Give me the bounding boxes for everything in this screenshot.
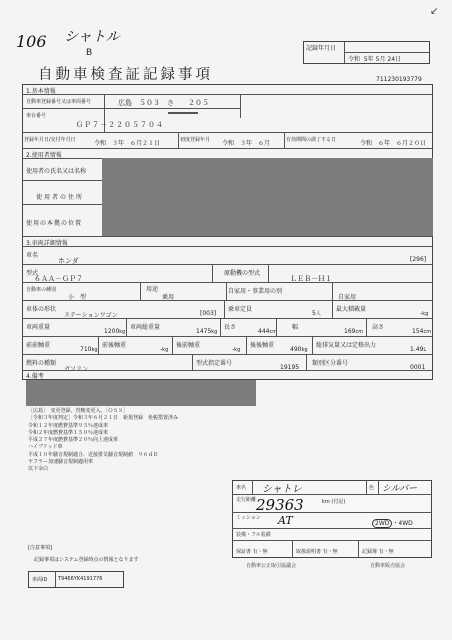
registration-label: 自動車登録番号又は車両番号	[26, 99, 92, 105]
model-label: 型式	[26, 270, 39, 277]
corner-mark: ↙	[430, 6, 439, 17]
rear-rear-axle-label: 後後軸重	[250, 342, 275, 349]
drive-4wd: 4WD	[398, 520, 413, 527]
maker-code: [296]	[410, 256, 427, 263]
card-footer-stamp: 自動車公正取引協議会	[246, 563, 297, 569]
card-mileage-value: 29363	[256, 496, 304, 514]
remarks-line: 平成２７年度燃費基準２０％向上達成車	[28, 437, 119, 444]
drive-2wd-circled: 2WD	[372, 519, 392, 528]
use-value: 乗用	[162, 294, 175, 301]
expiry-date: 令和 ６年 ６月２０日	[360, 140, 427, 147]
engine-value: ＬＥＢ－Ｈ１	[290, 275, 332, 283]
rear-front-axle-value: -kg	[232, 346, 241, 353]
fuel-value: ガソリン	[64, 366, 89, 373]
chassis-number: ＧＰ７－２２０５７０４	[76, 121, 164, 129]
redacted-user-info	[102, 158, 433, 236]
vehicle-kind-label: 自動車の種別	[26, 287, 57, 293]
vehicle-id-label: 車両ID	[32, 577, 48, 583]
class-number-label: 類別区分番号	[312, 360, 349, 367]
business-value: 自家用	[338, 294, 357, 301]
remarks-list	[28, 408, 178, 474]
section-vehicle-header: 3.車両詳細情報	[26, 240, 68, 247]
gross-weight-label: 車両総重量	[130, 324, 161, 331]
height-label: 高さ	[372, 324, 385, 331]
vehicle-kind-value: 小 型	[68, 294, 87, 301]
record-date-value: 令和 5年 5月 24日	[348, 56, 402, 63]
gross-weight-value: 1475kg	[196, 328, 218, 335]
vehicle-id-value: T9466YK4191776	[58, 576, 103, 582]
rear-front-axle-label: 後前軸重	[176, 342, 201, 349]
document-title: 自動車検査証記録事項	[38, 67, 213, 83]
remarks-line: 令和２年度燃費基準１５０％達成車	[28, 429, 109, 436]
remarks-line: 令和１２年度燃費基準９５％達成車	[28, 422, 109, 429]
chassis-label: 車台番号	[26, 113, 47, 119]
usage-base-label: 使用の本拠の位置	[26, 220, 83, 227]
card-footer-stamp-2: 自動車販売協会	[370, 563, 406, 569]
max-load-value: -kg	[420, 310, 429, 317]
handwritten-number: 106	[16, 32, 47, 51]
notes-body: 記録事項はシステム登録時点の情報となります	[34, 557, 139, 563]
type-number-label: 型式指定番号	[196, 360, 233, 367]
remarks-line: 以下余白	[28, 466, 49, 473]
form-letter: B	[86, 48, 93, 58]
class-number-value: 0001	[410, 364, 426, 371]
card-mission-value: AT	[278, 514, 293, 527]
section-basic-header: 1.基本情報	[26, 88, 56, 95]
length-value: 444cm	[258, 328, 278, 335]
front-rear-axle-label: 前後軸重	[102, 342, 127, 349]
type-number-value: 19195	[280, 364, 300, 371]
length-label: 長さ	[224, 324, 237, 331]
first-registration-date: 令和 ３年 ６月２１日	[94, 140, 161, 147]
width-label: 幅	[292, 324, 299, 331]
first-date-label: 初度登録年月	[180, 137, 211, 143]
body-shape-value: ステーションワゴン	[64, 312, 118, 319]
maker-value: ホンダ	[58, 257, 79, 265]
model-value: ６ＡＡ－ＧＰ７	[34, 275, 83, 283]
card-warranty: 保証書 有・無	[236, 549, 268, 555]
remarks-line: ヤフラー加速騒音規制適用車	[28, 459, 94, 466]
card-name-label: 車名	[236, 485, 247, 491]
max-load-label: 最大積載量	[336, 306, 367, 313]
handwritten-vehicle-name: シャトル	[64, 29, 120, 45]
card-name-value: シャトレ	[262, 484, 302, 495]
card-mileage-unit: km (付記)	[322, 499, 346, 505]
displacement-label: 総排気量又は定格出力	[316, 342, 377, 349]
first-date-value: 令和 ３年 ６月	[222, 140, 271, 147]
body-shape-code: [003]	[200, 310, 217, 317]
front-rear-axle-value: -kg	[160, 346, 169, 353]
remarks-line: 平成１０年騒音規制適合、近接排気騒音規制値 ９６ｄＢ	[28, 451, 159, 458]
capacity-label: 乗車定員	[228, 306, 253, 313]
redacted-remarks-top	[26, 380, 256, 406]
front-front-axle-label: 前前軸重	[26, 342, 51, 349]
card-color-value: シルバー	[382, 484, 418, 494]
rear-rear-axle-value: 490kg	[290, 346, 308, 353]
expiry-label: 有効期間の満了する日	[286, 137, 337, 143]
card-drive-type: 2WD ・4WD	[372, 518, 413, 527]
section-user-header: 2.使用者情報	[26, 152, 62, 159]
front-front-axle-value: 710kg	[80, 346, 98, 353]
card-mileage-label: 走行距離	[236, 497, 257, 503]
card-mission-label: ミッション	[236, 515, 261, 521]
notes-header: [注意事項]	[28, 545, 52, 551]
section-remarks-header: 4.備考	[26, 373, 44, 380]
use-label: 用途	[146, 286, 159, 293]
card-color-label: 色	[369, 485, 375, 491]
weight-value: 1200kg	[104, 328, 126, 335]
height-value: 154cm	[412, 328, 432, 335]
remarks-line: ［令和３年度判定］令和３年６月２１日 新規登録 免税措置済み	[28, 415, 179, 422]
width-value: 169cm	[344, 328, 364, 335]
maker-label: 車名	[26, 252, 39, 259]
body-shape-label: 車体の形状	[26, 306, 57, 313]
fuel-label: 燃料の種類	[26, 360, 57, 367]
first-registration-label: 登録年月日/交付年月日	[24, 137, 76, 143]
weight-label: 車両重量	[26, 324, 51, 331]
displacement-value: 1.49L	[410, 346, 427, 353]
card-options-label: 装備・フル装備	[236, 532, 271, 538]
ink-mark	[168, 112, 198, 114]
engine-label: 原動機の型式	[224, 270, 261, 277]
capacity-value: 5人	[312, 310, 321, 317]
remarks-line: ハイブリッド車	[28, 444, 63, 451]
registration-number: 広島 ５０３ さ ２０５	[118, 99, 209, 107]
card-record-book: 記録簿 有・無	[362, 549, 394, 555]
user-name-label: 使用者の氏名又は名称	[26, 168, 87, 175]
business-label: 自家用・事業用の別	[228, 288, 283, 295]
document-number: 711230193779	[376, 76, 422, 83]
remarks-line: ［広島］ 変更登録、管轄変更入、［ＯＳＳ］	[28, 408, 129, 414]
card-manual: 取扱説明書 有・無	[296, 549, 338, 555]
user-address-label: 使用者の住所	[36, 194, 85, 201]
record-date-label: 記録年月日	[306, 45, 337, 52]
